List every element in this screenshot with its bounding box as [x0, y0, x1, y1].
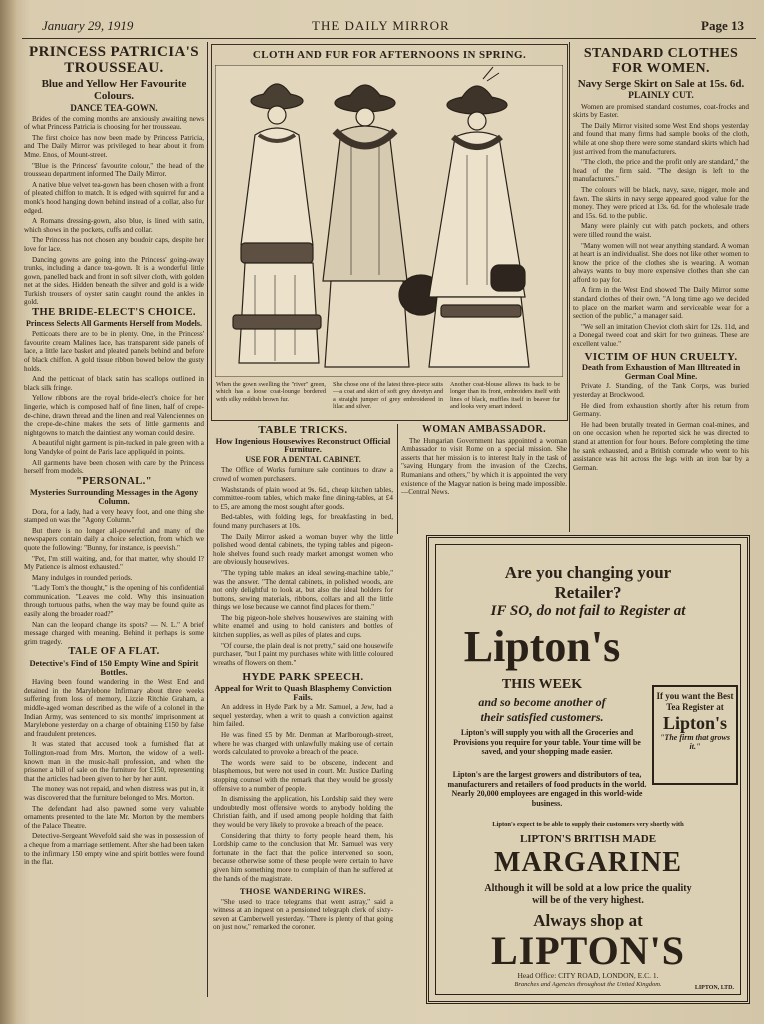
- paragraph: The Daily Mirror visited some West End shops yesterday and found that many firms had sample books of the cloth, while at one shop there were some standard skirts which had just arrived from the manufacturers.: [573, 121, 749, 156]
- paragraph: The Hungarian Government has appointed a woman Ambassador to visit Rome on a special mission. She asserts that her mission is to interest Italy in the task of "saving Hungary from the invasion of the Czechs, Rumanians and others," by which it is appointed the very existence of the Magyar nation is being made impossible.—Central News.: [401, 436, 567, 497]
- subhead-detective: Detective's Find of 150 Empty Wine and Spirit Bottles.: [29, 658, 199, 677]
- paragraph: "Many women will not wear anything standard. A woman at heart is an individualist. She does not like other women to know the price of the clothes she is wearing. A woman always wants to buy more expensive clothes than she can afford to pay for.: [573, 241, 749, 284]
- headline-trousseau: PRINCESS PATRICIA'S TROUSSEAU.: [29, 44, 199, 76]
- ad-lipton-ltd: LIPTON, LTD.: [694, 985, 734, 991]
- header-date: January 29, 1919: [42, 18, 134, 33]
- paragraph: "The typing table makes an ideal sewing-machine table," was the answer. "The dental cabinets, in polished woods, are not only delightful to look at, but also the ideal holders for buttons, sewing materials, ribbons, collars and all the little things we lose because we cannot find places for them.": [213, 568, 393, 612]
- ad-line-6: their satisfied customers.: [480, 710, 604, 724]
- paragraph: Detective-Sergeant Wevefold said she was in possession of a cheque from a marriage settlement. After she had been taken to the infirmary 150 empty wine and spirit bottles were found in the flat.: [24, 832, 204, 867]
- paragraph: A Romans dressing-gown, also blue, is lined with satin, which shows in the pockets, cuffs and collar.: [24, 217, 204, 234]
- ambassador-article: [401, 424, 567, 530]
- ad-line-9: Lipton's expect to be able to supply their customers very shortly with: [492, 821, 684, 828]
- column-2: [213, 424, 393, 1000]
- ad-line-1: Are you changing your: [504, 563, 672, 582]
- ad-this-week: THIS WEEK: [501, 677, 583, 692]
- subhead-serge-skirt: Navy Serge Skirt on Sale at 15s. 6d.: [577, 78, 745, 90]
- column-1: [24, 42, 204, 997]
- paragraph: An address in Hyde Park by a Mr. Samuel, a Jew, had a sequel yesterday, when a writ to quash a conviction against him failed.: [213, 703, 393, 729]
- paragraph: A firm in the West End showed The Daily Mirror some standard clothes of their own. "A long time ago we decided to place on the market warm and serviceable wear for a section of the public," a manager said.: [573, 286, 749, 321]
- paragraph: Dora, for a lady, had a very heavy foot, and one thing she stamped on was the "Agony Column.": [24, 507, 204, 525]
- paragraph: Many indulges in rounded periods.: [32, 573, 133, 582]
- headline-personal: "PERSONAL.": [76, 475, 152, 487]
- paragraph: Dancing gowns are going into the Princess' going-away trunks, including a dance tea-gown. It is a wonderful little gown, panelled back and front in soft silver cloth, with golden net at the sides. Hidden beneath the silver and gold is a wide Turkish trousers of oyster satin caught round the ankles in gold.: [24, 255, 204, 307]
- headline-tale-of-flat: TALE OF A FLAT.: [68, 646, 160, 658]
- paragraph: Washstands of plain wood at 9s. 6d., cheap kitchen tables, committee-room tables, which make fine dining-tables, at £4 to £5, are among the most sought after goods.: [213, 485, 393, 511]
- paragraph: "She used to trace telegrams that went astray," said a witness at an inquest on a pensioned telegraph clerk of sixty-seven at Camberwell yesterday. "There is plenty of that going on just now," remarked the coroner.: [213, 897, 393, 932]
- ad-line-3: IF SO, do not fail to Register at: [490, 603, 686, 619]
- liptons-advert: [426, 535, 750, 1004]
- fashion-caption-2: She chose one of the latest three-piece suits—a coat and skirt of soft grey duvetyn and a straight jumper of grey embroidered in lilac and silver.: [333, 381, 443, 411]
- ad-always-shop: Always shop at: [533, 911, 643, 930]
- headline-ambassador: WOMAN AMBASSADOR.: [421, 424, 547, 435]
- paragraph: It was stated that accused took a furnished flat at Tollington-road from Mrs. Morton, the widow of a well-known man in the music-hall profession, and when the prisoner a bill of sale on the furniture for £150, representing that the articles had been given to her by her aunt.: [24, 740, 204, 783]
- ad-branches: Branches and Agencies throughout the United Kingdom.: [514, 981, 662, 988]
- paragraph: "We sell an imitation Cheviot cloth skirt for 12s. 11d, and a Donegal tweed coat and skirt for two guineas. These are excellent value.": [573, 322, 749, 349]
- advert-frame: [435, 544, 741, 995]
- ad-margarine: MARGARINE: [494, 847, 682, 878]
- column-divider: [207, 42, 208, 997]
- ad-head-office: Head Office: CITY ROAD, LONDON, E.C. 1.: [517, 971, 659, 980]
- paragraph: The money was not repaid, and when distress was put in, it was discovered that the furniture belonged to Mrs. Morton.: [24, 785, 204, 802]
- paragraph: The Princess has not chosen any boudoir caps, despite her love for lace.: [24, 236, 204, 253]
- headline-hun-cruelty: VICTIM OF HUN CRUELTY.: [584, 350, 738, 363]
- paragraph: Having been found wandering in the West End and detained in the Marylebone Infirmary about three weeks suffering from loss of memory, Lizzie Ritchie Graham, a middle-aged woman described as the wife of a colonel in the Indian Army, was sentenced to six months' imprisonment at Marylebone yesterday on a charge of obtaining £150 by false and fraudulent pretences.: [24, 678, 204, 738]
- subhead-agony-column: Mysteries Surrounding Messages in the Agony Column.: [29, 487, 199, 506]
- paragraph: Private J. Standing, of the Tank Corps, was buried yesterday at Brockwood.: [573, 382, 749, 399]
- paragraph: Brides of the coming months are anxiously awaiting news of what Princess Patricia is choosing for her trousseau.: [24, 114, 204, 132]
- paragraph: "Of course, the plain deal is not pretty," said one housewife purchaser, "but I paint my purchases white with little coloured wreaths of flowers on them.": [213, 641, 393, 667]
- fashion-title: CLOTH AND FUR FOR AFTERNOONS IN SPRING.: [252, 49, 527, 61]
- ad-line-12: Although it will be sold at a low price the quality will be of the very highest.: [484, 883, 692, 906]
- header-rule: [22, 38, 756, 39]
- subhead-tea-gown: DANCE TEA-GOWN.: [70, 103, 158, 113]
- paragraph: "Blue is the Princess' favourite colour," the head of the trousseau department informed The Daily Mirror.: [24, 161, 204, 179]
- page-edge: [0, 0, 16, 1024]
- fashion-illustration: [215, 65, 563, 377]
- fashion-caption-1: When the gown swelling the "river" green, which has a loose coat-lounge bordered with silky reddish brown fur.: [216, 381, 326, 403]
- paragraph: He died from exhaustion shortly after his return from Germany.: [573, 401, 749, 419]
- ad-tea-brand: Lipton's: [662, 713, 728, 733]
- paragraph: The big pigeon-hole shelves housewives are staining with white enamel and using to hold canisters and bottles of kitchen supplies, as well as piles of plates and cups.: [213, 613, 393, 640]
- paragraph: A beautiful night garment is pin-tucked in pale green with a long Vandyke of point de Paris lace appliquéd in points.: [24, 439, 204, 456]
- paragraph: But there is no longer all-powerful and many of the newspapers contain daily a choice selection, from which we quote the following: "Bunny, for instance, is peevish.": [24, 526, 204, 552]
- ad-line-2: Retailer?: [554, 583, 622, 602]
- paragraph: All garments have been chosen with care by the Princess herself from models.: [24, 458, 204, 476]
- ad-brand-liptons-large: LIPTON'S: [491, 928, 685, 973]
- paragraph: The Daily Mirror asked a woman buyer why the little polished wood dental cabinets, the typing tables and pigeon-hole shelves found such ready market amongst women who are obviously housewives.: [213, 532, 393, 567]
- paragraph: The words were said to be obscene, indecent and blasphemous, but were not used in court. Mr. Justice Darling stopping counsel with the remark that they would be grossly offensive to a number of people.: [213, 758, 393, 793]
- paragraph: The Office of Works furniture sale continues to draw a crowd of women purchasers.: [213, 466, 393, 483]
- ad-line-10: LIPTON'S BRITISH MADE: [519, 833, 657, 845]
- subhead-coal-mine: Death from Exhaustion of Man Illtreated in German Coal Mine.: [581, 362, 741, 381]
- paragraph: A native blue velvet tea-gown has been chosen with a front of pleated chiffon to match. It is edged with squirrel fur and a monk's hood hanging down behind instead of a collar, also fur edged.: [24, 180, 204, 215]
- ad-tea-text: If you want the Best Tea Register at: [656, 691, 734, 712]
- paragraph: He had been brutally treated in German coal-mines, and on one occasion when he reported sick he was directed to stand at attention for four hours. Before completing the time he sank exhausted, and a British comrade who went to his assistance was hit across the legs with an iron bar by a German.: [573, 420, 749, 472]
- paragraph: "The cloth, the price and the profit only are standard," the head of the firm said. "The design is left to the manufacturers.": [573, 158, 749, 184]
- paragraph: And the petticoat of black satin has scallops outlined in black silk fringe.: [24, 375, 204, 392]
- headline-bride-elect: THE BRIDE-ELECT'S CHOICE.: [32, 307, 196, 319]
- paragraph: The colours will be black, navy, saxe, nigger, mole and fawn. The skirts in navy serge appeared good value for the money. They were priced at 13s. 6d. for the wholesale trade and 15s. 6d. to the public.: [573, 185, 749, 220]
- ad-brand-liptons: Lipton's: [463, 622, 621, 671]
- paragraph: The defendant had also pawned some very valuable ornaments presented to the late Mr. Morton by the members of the Palace Theatre.: [24, 804, 204, 830]
- headline-standard-clothes: STANDARD CLOTHES FOR WOMEN.: [583, 46, 739, 76]
- column-4: [573, 44, 749, 530]
- subhead-housewives: How Ingenious Housewives Reconstruct Official Furniture.: [215, 435, 391, 455]
- paragraph: He was fined £5 by Mr. Denman at Marlborough-street, where he was charged with unlawfully making use of certain words calculated to provoke a breach of the peace.: [213, 731, 393, 757]
- column-divider: [397, 424, 398, 534]
- headline-wandering-wires: THOSE WANDERING WIRES.: [239, 886, 367, 897]
- paragraph: Petticoats there are to be in plenty. One, in the Princess' favourite cream Malines lace, has transparent side panels of lace, a little lace basket and pleated panels behind and before of black chiffon. A gold tissue ribbon bowed below the gusty holds.: [24, 330, 204, 373]
- paragraph: Many were plainly cut with patch pockets, and others were tilled round the waist.: [573, 222, 749, 239]
- paragraph: Nan can the leopard change its spots? — N. L." A brief message charged with meaning. Behind it perhaps is some grim tragedy.: [24, 620, 204, 646]
- subhead-blasphemy: Appeal for Writ to Quash Blasphemy Conviction Fails.: [214, 683, 392, 702]
- ad-line-7: Lipton's will supply you with all the Groceries and Provisions you require for your table. Your time will be saved, and your shopping made easier.: [453, 728, 641, 756]
- subhead-plainly-cut: PLAINLY CUT.: [628, 91, 694, 101]
- headline-hyde-park: HYDE PARK SPEECH.: [242, 671, 364, 684]
- paragraph: "Pet, I'm still waiting, and, for that matter, why should I? My Patience is almost exhausted.": [24, 554, 204, 572]
- fashion-feature: [211, 44, 568, 421]
- column-divider: [569, 42, 570, 532]
- header-title: THE DAILY MIRROR: [312, 18, 450, 33]
- paragraph: Considering that thirty to forty people heard them, his Lordship came to the conclusion that Mr. Samuel was very fortunate in the fact that the police intervened so soon, because otherwise some of these people were certain to have given him something more to complain of than he suffered at the hands of the magistrate.: [213, 831, 393, 883]
- paragraph: Yellow ribbons are the royal bride-elect's choice for her lingerie, which is composed half of fine linen, half of crepe-de-chine, drawn thread and the linen and real Valenciennes on the crepe-de-chine makes the sets of little garments and nightgowns to match the daintiest any woman could desire.: [24, 394, 204, 437]
- paragraph: Bed-tables, with folding legs, for breakfasting in bed, found many purchasers at 10s.: [213, 513, 393, 530]
- paragraph: In dismissing the application, his Lordship said they were undoubtedly most offensive words to anybody holding the Christian faith, and if used among people holding that faith they would be very likely to provoke a breach of the peace.: [213, 795, 393, 829]
- subhead-dental-cabinet: USE FOR A DENTAL CABINET.: [245, 454, 361, 464]
- subhead-colours: Blue and Yellow Her Favourite Colours.: [41, 78, 187, 102]
- page-header: [40, 18, 744, 38]
- header-page: Page 13: [701, 18, 744, 33]
- ad-line-5: and so become another of: [478, 695, 606, 709]
- fashion-caption-3: Another coat-blouse allows its back to be longer than its front, embroiders itself with lines of black, muffles itself in beaver fur and looks very smart indeed.: [450, 381, 560, 411]
- paragraph: Women are promised standard costumes, coat-frocks and skirts by Easter.: [573, 102, 749, 120]
- ad-line-8: Lipton's are the largest growers and distributors of tea, manufacturers and retailers of food products in the world. Nearly 20,000 employees are engaged in this world-wide business.: [447, 770, 647, 808]
- headline-table-tricks: TABLE TRICKS.: [258, 424, 348, 436]
- subhead-garments: Princess Selects All Garments Herself from Models.: [25, 318, 203, 328]
- paragraph: "Lady Tom's the thought," is the opening of his confidential communication. "Leaves me cold. Why this insinuation through tortuous paths, when the way may be found quite as easily along the broader road?": [24, 584, 204, 619]
- ad-tea-panel: [652, 685, 738, 785]
- paragraph: The first choice has now been made by Princess Patricia, and The Daily Mirror was privileged to hear about it from Mme. Enos, of Mount-street.: [24, 133, 204, 159]
- ad-tea-slogan: "The firm that grows it.": [659, 733, 730, 751]
